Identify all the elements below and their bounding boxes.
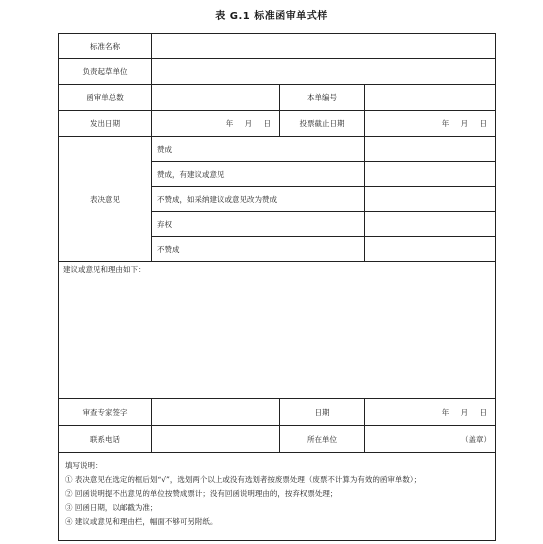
- vote-deadline-field[interactable]: 年 月 日: [365, 111, 496, 137]
- instruction-item: ② 回函说明提不出意见的单位按赞成票计；没有回函说明理由的，按弃权票处理；: [65, 489, 338, 498]
- sign-date-label: 日期: [280, 399, 365, 426]
- option-label: 不赞成，如采纳建议或意见改为赞成: [152, 187, 365, 212]
- row-contact: [59, 426, 496, 453]
- instructions-title: 填写说明：: [65, 461, 103, 470]
- row-drafting-unit: [59, 59, 496, 85]
- option-label: 赞成: [152, 137, 365, 162]
- row-remarks: [59, 262, 496, 399]
- opinion-label: 表决意见: [59, 137, 152, 262]
- total-count-label: 函审单总数: [59, 85, 152, 111]
- drafting-unit-field[interactable]: [152, 59, 496, 85]
- row-standard-name: [59, 34, 496, 59]
- standard-name-label: 标准名称: [59, 34, 152, 59]
- expert-signature-field[interactable]: [152, 399, 280, 426]
- unit-seal-field[interactable]: （盖章）: [365, 426, 496, 453]
- instruction-item: ① 表决意见在选定的框后划“√”，选划两个以上或没有选划者按废票处理（废票不计算为有效的函审单数）；: [65, 475, 422, 484]
- row-notes: [59, 453, 496, 541]
- form-number-field[interactable]: [365, 85, 496, 111]
- issue-date-label: 发出日期: [59, 111, 152, 137]
- row-dates: [59, 111, 496, 137]
- option-checkbox[interactable]: [365, 137, 496, 162]
- standard-name-field[interactable]: [152, 34, 496, 59]
- expert-signature-label: 审查专家签字: [59, 399, 152, 426]
- unit-label: 所在单位: [280, 426, 365, 453]
- option-label: 赞成，有建议或意见: [152, 162, 365, 187]
- row-total-count: [59, 85, 496, 111]
- drafting-unit-label: 负责起草单位: [59, 59, 152, 85]
- total-count-field[interactable]: [152, 85, 280, 111]
- option-label: 弃权: [152, 212, 365, 237]
- contact-phone-field[interactable]: [152, 426, 280, 453]
- form-number-label: 本单编号: [280, 85, 365, 111]
- option-checkbox[interactable]: [365, 212, 496, 237]
- instruction-item: ④ 建议或意见和理由栏，幅面不够可另附纸。: [65, 517, 218, 526]
- contact-phone-label: 联系电话: [59, 426, 152, 453]
- table-title: 表 G.1 标准函审单式样: [215, 11, 328, 22]
- option-checkbox[interactable]: [365, 162, 496, 187]
- remarks-label: 建议或意见和理由如下：: [63, 265, 146, 274]
- option-checkbox[interactable]: [365, 237, 496, 262]
- instructions-block: [59, 453, 496, 541]
- review-form-table: [58, 33, 496, 541]
- sign-date-field[interactable]: 年 月 日: [365, 399, 496, 426]
- issue-date-field[interactable]: 年 月 日: [152, 111, 280, 137]
- remarks-area[interactable]: [59, 262, 496, 399]
- vote-deadline-label: 投票截止日期: [280, 111, 365, 137]
- instruction-item: ③ 回函日期，以邮戳为准；: [65, 503, 158, 512]
- option-checkbox[interactable]: [365, 187, 496, 212]
- option-label: 不赞成: [152, 237, 365, 262]
- row-option-1: [59, 137, 496, 162]
- row-signature: [59, 399, 496, 426]
